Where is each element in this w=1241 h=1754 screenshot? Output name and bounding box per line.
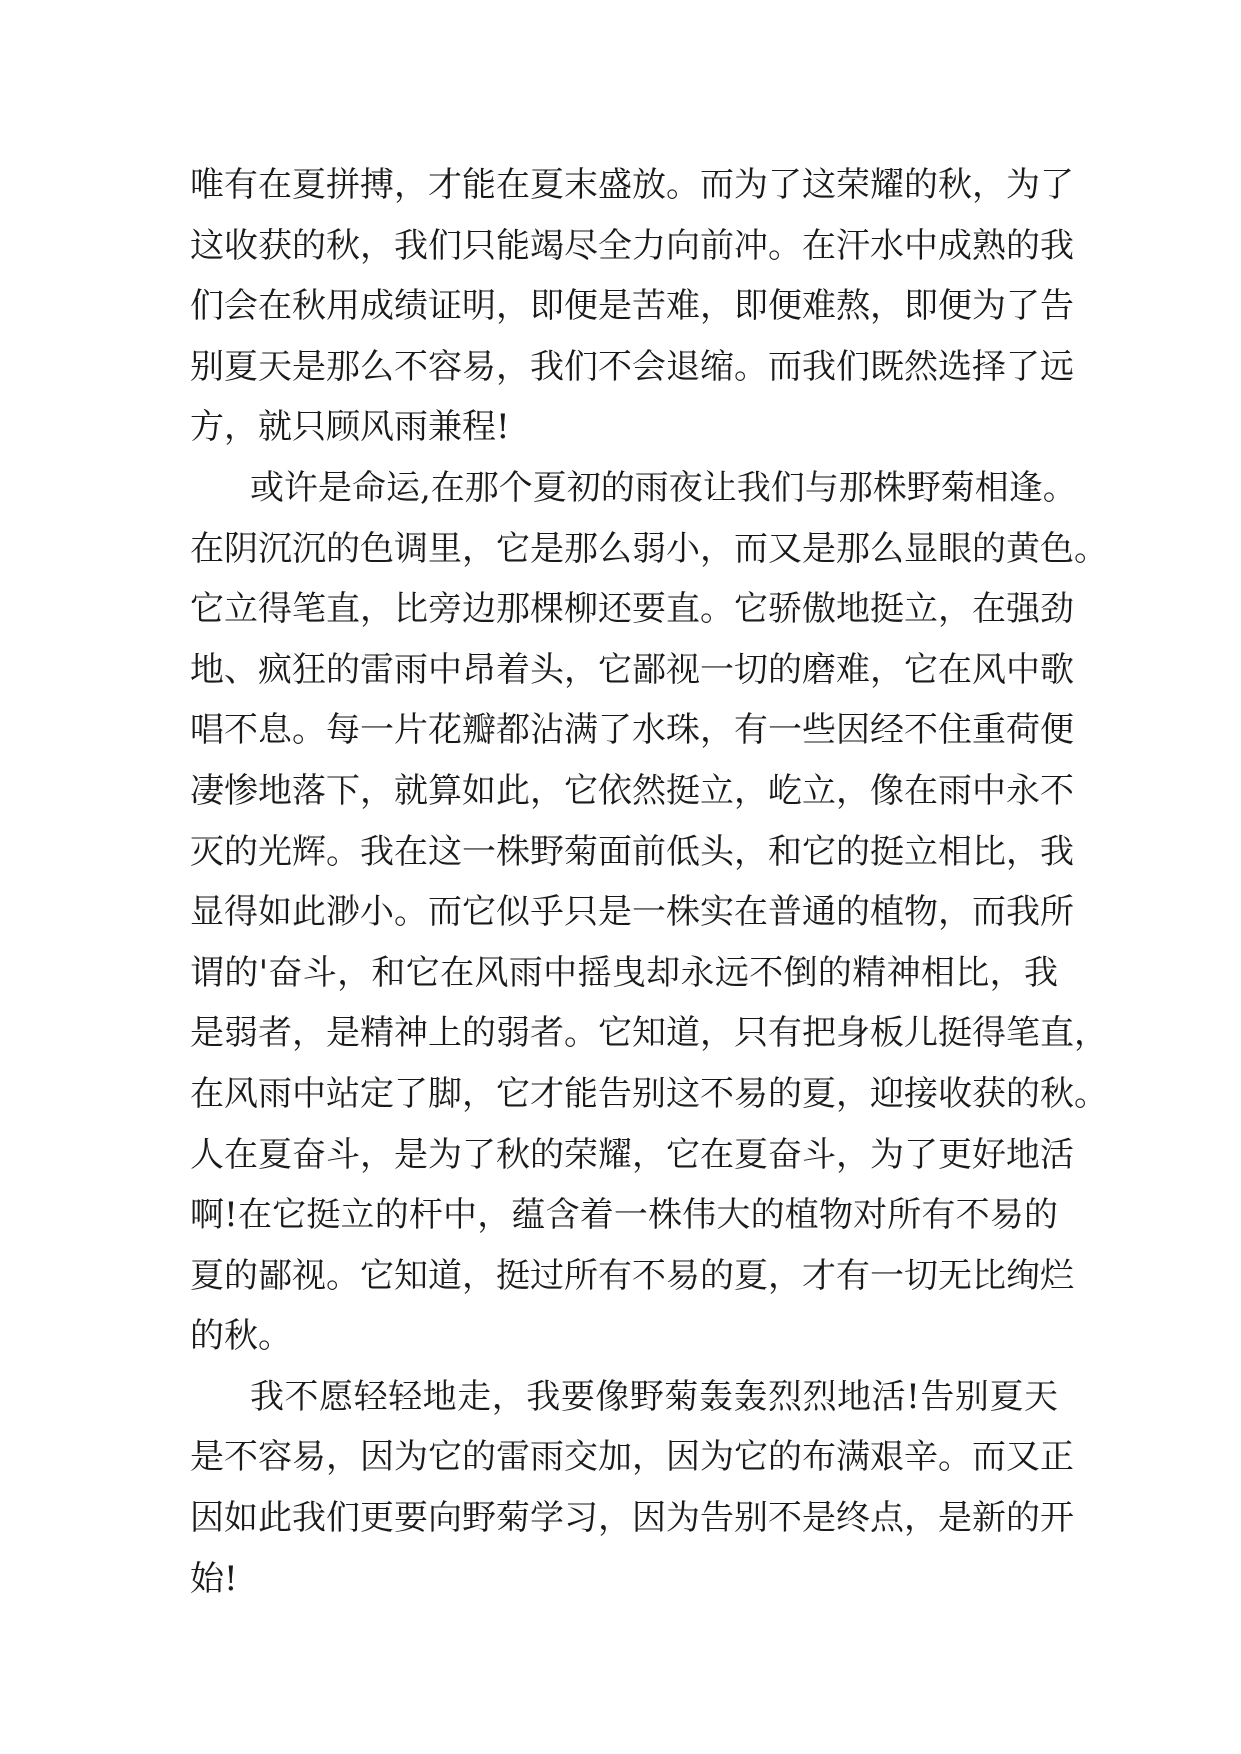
paragraph-2-line-3: 它立得笔直，比旁边那棵柳还要直。它骄傲地挺立，在强劲	[190, 589, 1074, 630]
paragraph-3-line-2: 是不容易，因为它的雷雨交加，因为它的布满艰辛。而又正	[190, 1437, 1074, 1478]
paragraph-2-line-6: 凄惨地落下，就算如此，它依然挺立，屹立，像在雨中永不	[190, 770, 1074, 811]
paragraph-1-line-4: 别夏天是那么不容易，我们不会退缩。而我们既然选择了远	[190, 346, 1074, 387]
paragraph-2-line-14: 夏的鄙视。它知道，挺过所有不易的夏，才有一切无比绚烂	[190, 1255, 1074, 1296]
paragraph-2-line-10: 是弱者，是精神上的弱者。它知道，只有把身板儿挺得笔直，	[190, 1013, 1108, 1054]
paragraph-1-line-5: 方，就只顾风雨兼程!	[190, 407, 510, 448]
paragraph-2-line-4: 地、疯狂的雷雨中昂着头，它鄙视一切的磨难，它在风中歌	[190, 649, 1074, 690]
paragraph-2-line-8: 显得如此渺小。而它似乎只是一株实在普通的植物，而我所	[190, 892, 1074, 933]
paragraph-2-line-15: 的秋。	[190, 1316, 292, 1357]
paragraph-3-line-3: 因如此我们更要向野菊学习，因为告别不是终点，是新的开	[190, 1498, 1074, 1539]
paragraph-1-line-2: 这收获的秋，我们只能竭尽全力向前冲。在汗水中成熟的我	[190, 225, 1074, 266]
paragraph-2-line-12: 人在夏奋斗，是为了秋的荣耀，它在夏奋斗，为了更好地活	[190, 1134, 1074, 1175]
paragraph-1-line-1: 唯有在夏拼搏，才能在夏末盛放。而为了这荣耀的秋，为了	[190, 165, 1074, 205]
paragraph-2-line-7: 灭的光辉。我在这一株野菊面前低头，和它的挺立相比，我	[190, 831, 1074, 872]
paragraph-2-line-1: 或许是命运,在那个夏初的雨夜让我们与那株野菊相逢。	[250, 467, 1077, 508]
paragraph-3-line-4: 始!	[190, 1558, 238, 1599]
paragraph-2-line-9: 谓的'奋斗，和它在风雨中摇曳却永远不倒的精神相比，我	[190, 952, 1058, 993]
paragraph-2-line-13: 啊!在它挺立的杆中，蕴含着一株伟大的植物对所有不易的	[190, 1195, 1058, 1236]
article-body	[190, 155, 1108, 1609]
paragraph-2-line-11: 在风雨中站定了脚，它才能告别这不易的夏，迎接收获的秋。	[190, 1073, 1108, 1114]
paragraph-2-line-2: 在阴沉沉的色调里，它是那么弱小，而又是那么显眼的黄色。	[190, 528, 1108, 569]
paragraph-2-line-5: 唱不息。每一片花瓣都沾满了水珠，有一些因经不住重荷便	[190, 710, 1074, 751]
paragraph-3-line-1: 我不愿轻轻地走，我要像野菊轰轰烈烈地活!告别夏天	[250, 1376, 1058, 1417]
paragraph-1-line-3: 们会在秋用成绩证明，即便是苦难，即便难熬，即便为了告	[190, 286, 1074, 327]
